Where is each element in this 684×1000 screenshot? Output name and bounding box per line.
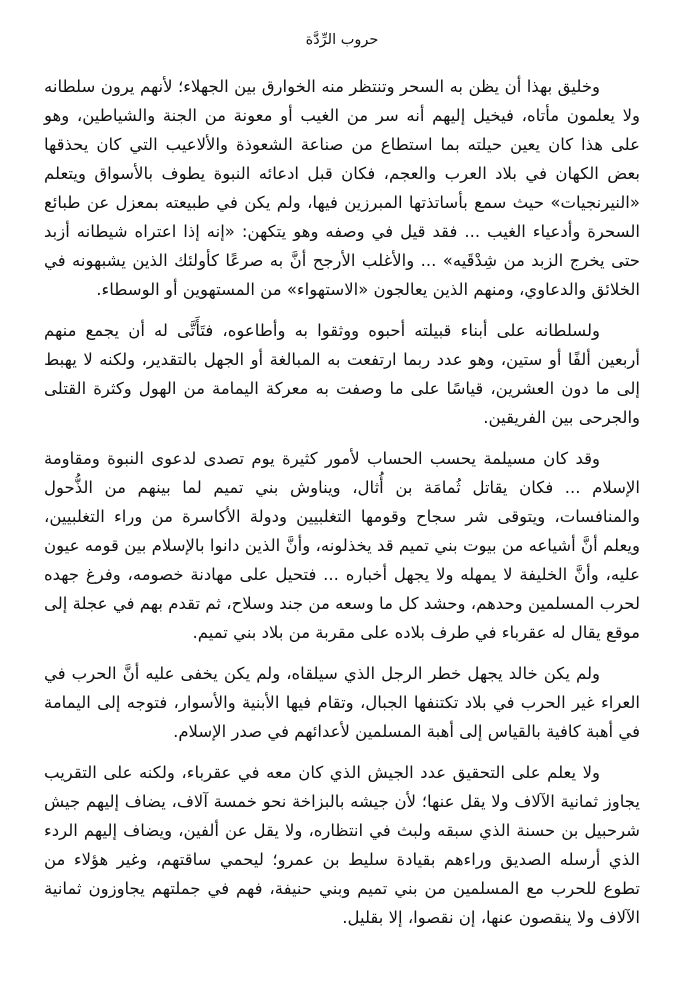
paragraph-5: ولا يعلم على التحقيق عدد الجيش الذي كان معه في عقرباء، ولكنه على التقريب يجاوز ثمانية الآلاف ولا يقل عنها؛ لأن جيشه بالبزاخة نحو خمسة آلاف، يضاف إليهم جيش شرحبيل بن حسنة الذي سبقه ولبث في انتظاره، ولا يقل عن ألفين، ويضاف إليهم الردء الذي أرسله الصديق وراءهم بقيادة سليط بن عمرو؛ ليحمي ساقتهم، وغير هؤلاء من تطوع للحرب مع المسلمين من بني تميم وبني حنيفة، فهم في جملتهم يجاوزون ثمانية الآلاف ولا ينقصون عنها، إن نقصوا، إلا بقليل. [44,763,640,927]
paragraph-4: ولم يكن خالد يجهل خطر الرجل الذي سيلقاه، ولم يكن يخفى عليه أنَّ الحرب في العراء غير الحرب في بلاد تكتنفها الجبال، وتقام فيها الأبنية والأسوار، فتوجه إلى اليمامة في أهبة كافية بالقياس إلى أهبة المسلمين لأعدائهم في صدر الإسلام. [44,664,640,741]
paragraph-3: وقد كان مسيلمة يحسب الحساب لأمور كثيرة يوم تصدى لدعوى النبوة ومقاومة الإسلام ... فكان يقاتل ثُمامَة بن أُثال، ويناوش بني تميم لما بينهم من الذُّحول والمنافسات، ويتوقى شر سجاح وقومها التغلبيين ودولة الأكاسرة من وراء التغلبيين، ويعلم أنَّ أشياعه من بيوت بني تميم قد يخذلونه، وأنَّ الذين دانوا بالإسلام بين قومه عيون عليه، وأنَّ الخليفة لا يمهله ولا يجهل أخباره ... فتحيل على مهادنة خصومه، وفرغ جهده لحرب المسلمين وحدهم، وحشد كل ما وسعه من جند وسلاح، ثم تقدم بهم في عجلة إلى موقع يقال له عقرباء في طرف بلاده على مقربة من بلاد بني تميم. [44,449,640,642]
running-header: حروب الرِّدَّة [305,32,379,48]
paragraph-2: ولسلطانه على أبناء قبيلته أحبوه ووثقوا به وأطاعوه، فتَأَتَّى له أن يجمع منهم أربعين ألفًا أو ستين، وهو عدد ربما ارتفعت به المبالغة أو الجهل بالتقدير، ولكنه لا يهبط إلى ما دون العشرين، قياسًا على ما وصفت به معركة اليمامة من الهول وكثرة القتلى والجرحى بين الفريقين. [44,321,640,427]
paragraph-1: وخليق بهذا أن يظن به السحر وتنتظر منه الخوارق بين الجهلاء؛ لأنهم يرون سلطانه ولا يعلمون مأتاه، فيخيل إليهم أنه سر من الغيب أو معونة من الجنة والشياطين، وهو على هذا كان يعين حيلته بما استطاع من صناعة الشعوذة والألاعيب التي كان يحذقها بعض الكهان في بلاد العرب والعجم، فكان قبل ادعائه النبوة يطوف بالأسواق ويتعلم «النيرنجيات» حيث سمع بأساتذتها المبرزين فيها، ولم يكن في طبيعته بمعزل عن طبائع السحرة وأدعياء الغيب ... فقد قيل في وصفه وهو يتكهن: «إنه إذا اعتراه شيطانه أزبد حتى يخرج الزبد من شِدْقَيه» ... والأغلب الأرجح أنَّ به صرعًا كأولئك الذين يشبهونه في الخلائق والدعاوي، ومنهم الذين يعالجون «الاستهواء» من المستهوين أو الوسطاء. [44,77,640,299]
body-text [44,72,640,932]
